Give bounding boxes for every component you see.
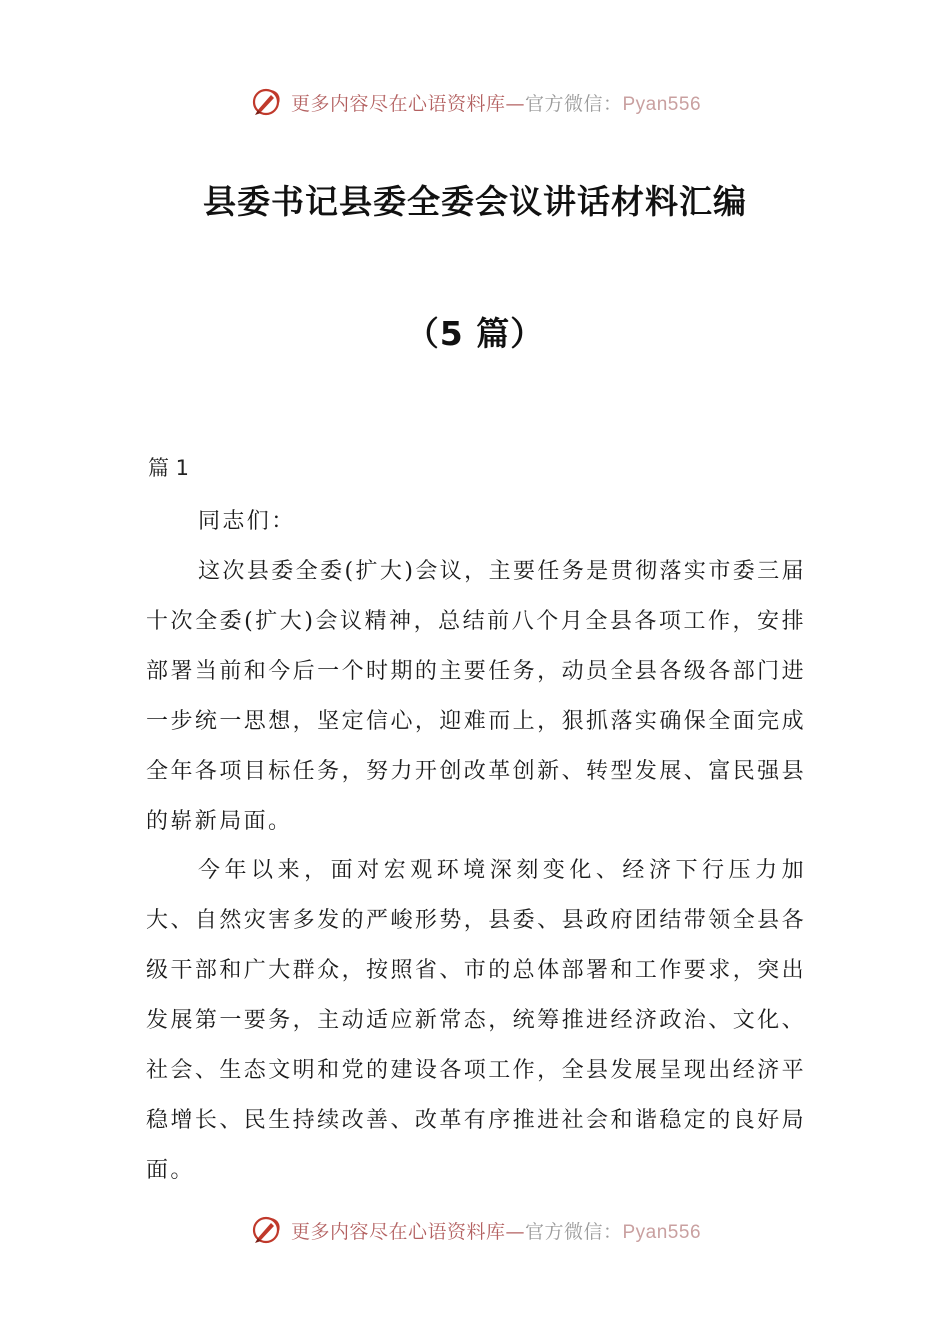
pen-swirl-logo-icon [249, 1213, 283, 1247]
section-label: 篇 1 [148, 456, 190, 480]
banner-wechat-label: 官方微信： [524, 92, 623, 115]
banner-dash: — [505, 92, 525, 115]
document-title: 县委书记县委全委会议讲话材料汇编 [203, 182, 747, 221]
banner-slogan: 更多内容尽在心语资料库 [290, 1220, 506, 1243]
greeting: 同志们： [198, 509, 296, 534]
header-banner [0, 82, 950, 122]
banner-text [291, 89, 701, 116]
footer-banner [0, 1210, 950, 1250]
paragraph: 这次县委全委(扩大)会议，主要任务是贯彻落实市委三届十次全委(扩大)会议精神，总结前八个月全县各项工作，安排部署当前和今后一个时期的主要任务，动员全县各级各部门进一步统一思想，坚定信心，迎难而上，狠抓落实确保全面完成全年各项目标任务，努力开创改革创新、转型发展、富民强县的崭新局面。 [146, 559, 806, 834]
pen-swirl-logo-icon [249, 85, 283, 119]
paragraph: 今年以来，面对宏观环境深刻变化、经济下行压力加大、自然灾害多发的严峻形势，县委、县政府团结带领全县各级干部和广大群众，按照省、市的总体部署和工作要求，突出发展第一要务，主动适应新常态，统筹推进经济政治、文化、社会、生态文明和党的建设各项工作，全县发展呈现出经济平稳增长、民生持续改善、改革有序推进社会和谐稳定的良好局面。 [146, 858, 806, 1183]
document-subtitle: （5 篇） [405, 314, 545, 353]
banner-dash: — [505, 1220, 525, 1243]
banner-wechat-id: Pyan556 [622, 1221, 702, 1243]
banner-slogan: 更多内容尽在心语资料库 [290, 92, 506, 115]
banner-text [291, 1217, 701, 1244]
banner-wechat-label: 官方微信： [524, 1220, 623, 1243]
banner-wechat-id: Pyan556 [622, 93, 702, 115]
